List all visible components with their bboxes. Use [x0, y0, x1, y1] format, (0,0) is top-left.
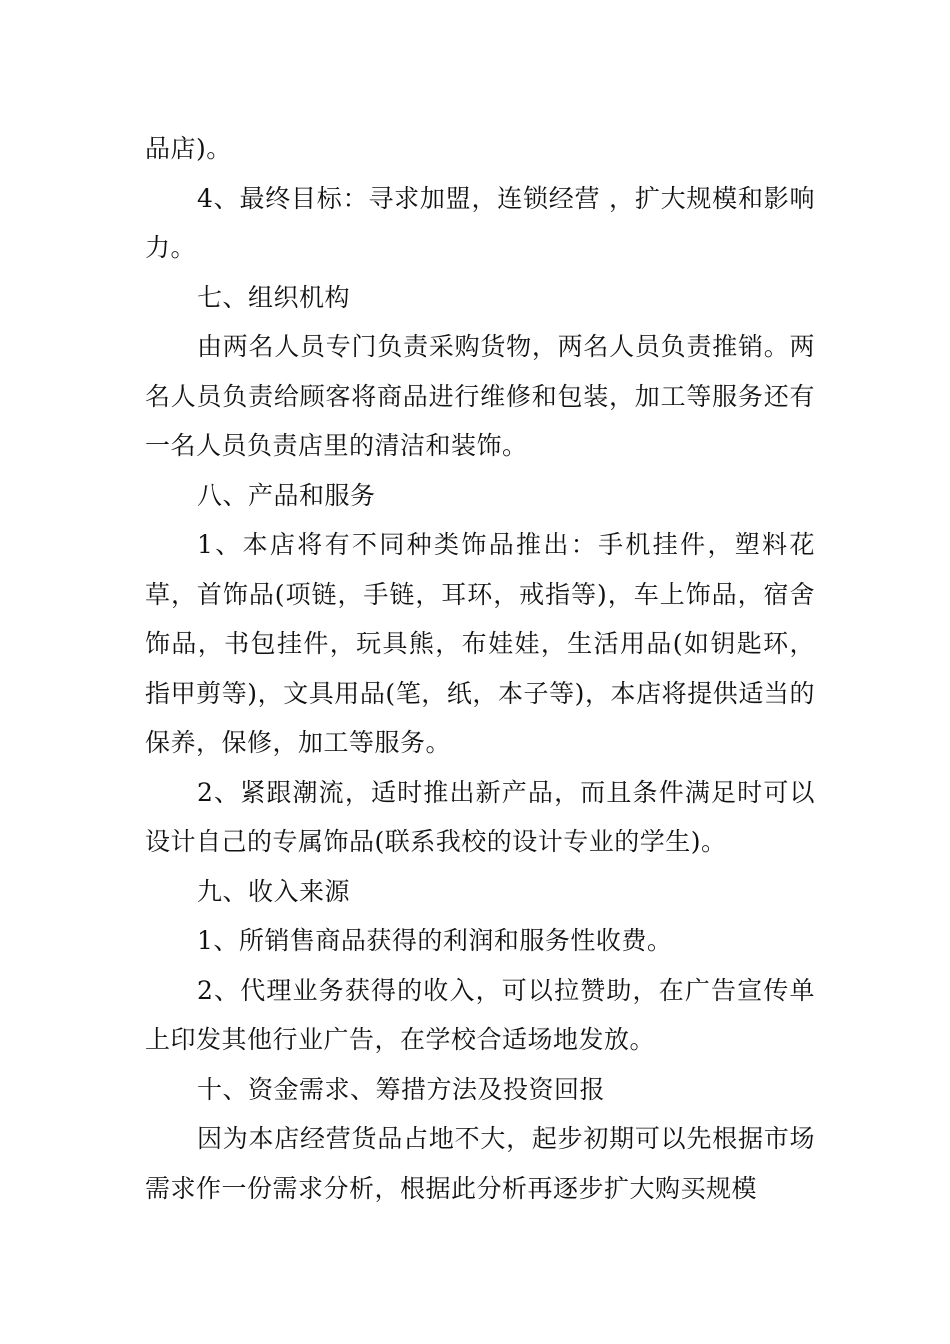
- paragraph-final-goal: 4、最终目标：寻求加盟，连锁经营 ，扩大规模和影响力。: [145, 183, 815, 262]
- heading-products-services: 八、产品和服务: [197, 480, 376, 510]
- paragraph-continuation: 品店)。: [145, 134, 232, 163]
- paragraph-organization: 由两名人员专门负责采购货物，两名人员负责推销。两名人员负责给顾客将商品进行维修和包装，加工等服务还有一名人员负责店里的清洁和装饰。: [145, 332, 815, 460]
- heading-organization: 七、组织机构: [197, 282, 351, 312]
- paragraph-income-2: 2、代理业务获得的收入，可以拉赞助，在广告宣传单上印发其他行业广告，在学校合适场地发放。: [145, 975, 815, 1054]
- paragraph-funding: 因为本店经营货品占地不大，起步初期可以先根据市场需求作一份需求分析，根据此分析再逐步扩大购买规模: [145, 1124, 815, 1203]
- paragraph-income-1: 1、所销售商品获得的利润和服务性收费。: [197, 926, 673, 955]
- paragraph-products-1: 1、本店将有不同种类饰品推出：手机挂件，塑料花草，首饰品(项链，手链，耳环，戒指等)，车上饰品，宿舍饰品，书包挂件，玩具熊，布娃娃，生活用品(如钥匙环，指甲剪等)，文具用品(笔，纸，本子等)，本店将提供适当的保养，保修，加工等服务。: [145, 530, 815, 757]
- document-body: [145, 124, 815, 1213]
- heading-funding: 十、资金需求、筹措方法及投资回报: [197, 1074, 606, 1104]
- paragraph-products-2: 2、紧跟潮流，适时推出新产品，而且条件满足时可以设计自己的专属饰品(联系我校的设计专业的学生)。: [145, 777, 815, 856]
- heading-income: 九、收入来源: [197, 876, 351, 906]
